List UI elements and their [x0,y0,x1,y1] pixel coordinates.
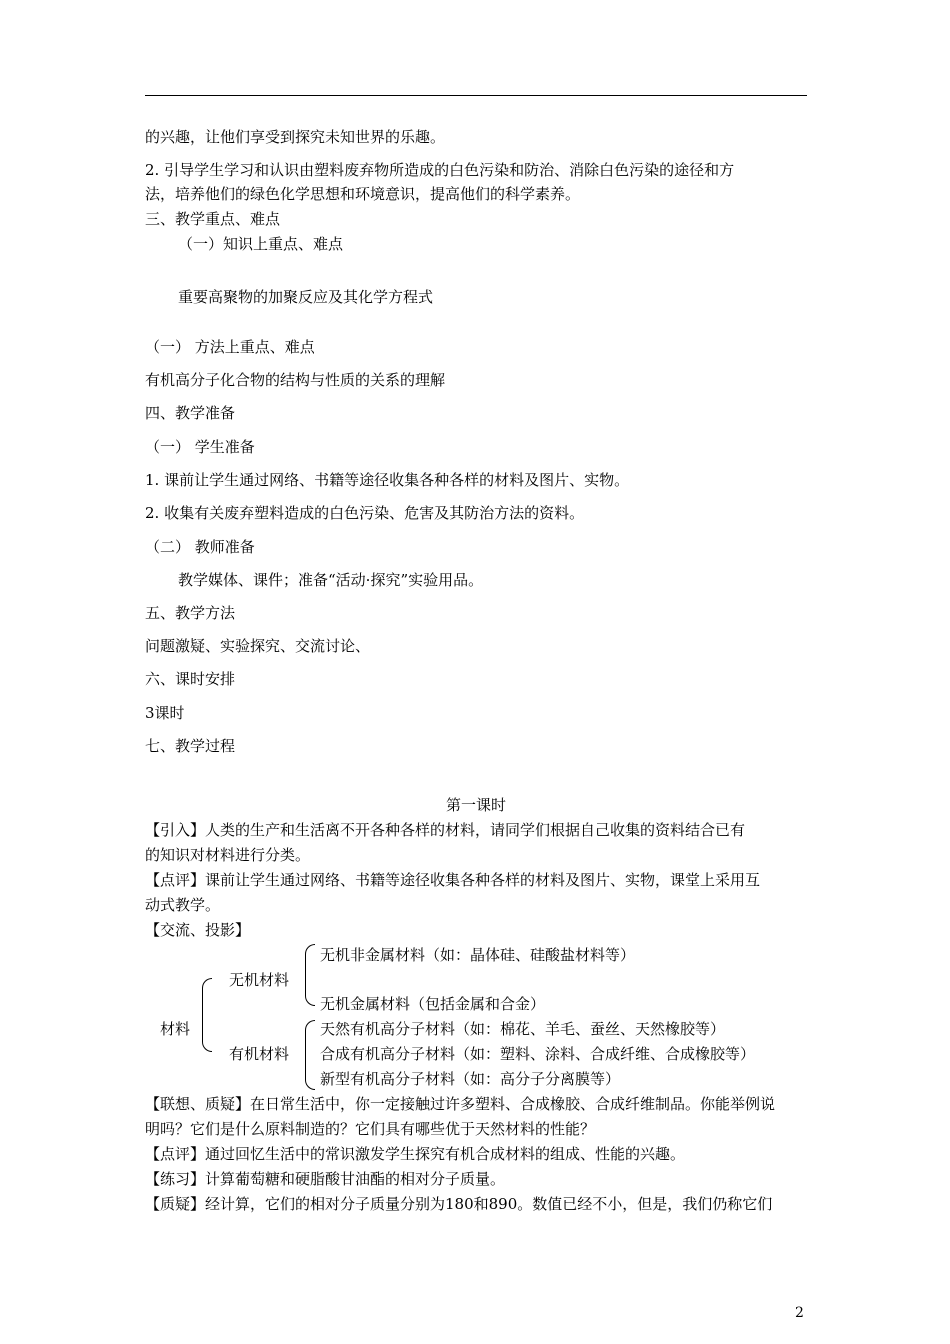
root-brace [202,978,212,1052]
lesson-title: 第一课时 [445,796,506,814]
page-number: 2 [795,1305,804,1321]
section-heading: 六、课时安排 [145,670,236,688]
text-line: 教学媒体、课件；准备“活动·探究”实验用品。 [178,571,484,589]
text-line: 【交流、投影】 [145,921,251,939]
text-line: 【质疑】经计算，它们的相对分子质量分别为180和890。数值已经不小，但是，我们仍称它们 [145,1195,773,1213]
inorganic-brace [305,944,315,1006]
text-line: 【点评】课前让学生通过网络、书籍等途径收集各种各样的材料及图片、实物，课堂上采用互 [145,871,761,889]
text-line: 【引入】人类的生产和生活离不开各种各样的材料，请同学们根据自己收集的资料结合已有 [145,821,746,839]
text-line: 的兴趣，让他们享受到探究未知世界的乐趣。 [145,128,446,146]
subsection-heading: （一） 学生准备 [145,438,255,456]
text-line: 3课时 [145,704,185,722]
tree-root-label: 材料 [160,1020,191,1038]
text-line: 法，培养他们的绿色化学思想和环境意识，提高他们的科学素养。 [145,185,581,203]
subsection-heading: （一）知识上重点、难点 [178,235,344,253]
text-line: 2. 收集有关废弃塑料造成的白色污染、危害及其防治方法的资料。 [145,504,585,522]
text-line: 的知识对材料进行分类。 [145,846,311,864]
organic-brace [305,1020,315,1090]
text-line: 问题激疑、实验探究、交流讨论、 [145,637,371,655]
tree-branch-inorganic: 无机材料 [229,971,290,989]
tree-leaf: 无机非金属材料（如：晶体硅、硅酸盐材料等） [320,946,636,964]
subsection-heading: （一） 方法上重点、难点 [145,338,315,356]
tree-leaf: 无机金属材料（包括金属和合金） [320,995,546,1013]
section-heading: 七、教学过程 [145,737,236,755]
tree-leaf: 合成有机高分子材料（如：塑料、涂料、合成纤维、合成橡胶等） [320,1045,756,1063]
tree-branch-organic: 有机材料 [229,1045,290,1063]
section-heading: 五、教学方法 [145,604,236,622]
text-line: 有机高分子化合物的结构与性质的关系的理解 [145,371,446,389]
text-line: 【点评】通过回忆生活中的常识激发学生探究有机合成材料的组成、性能的兴趣。 [145,1145,686,1163]
text-line: 动式教学。 [145,896,221,914]
tree-leaf: 天然有机高分子材料（如：棉花、羊毛、蚕丝、天然橡胶等） [320,1020,726,1038]
section-heading: 四、教学准备 [145,404,236,422]
header-rule [145,95,807,96]
text-line: 重要高聚物的加聚反应及其化学方程式 [178,288,434,306]
text-line: 2. 引导学生学习和认识由塑料废弃物所造成的白色污染和防治、消除白色污染的途径和方 [145,161,735,179]
text-line: 【练习】计算葡萄糖和硬脂酸甘油酯的相对分子质量。 [145,1170,506,1188]
section-heading: 三、教学重点、难点 [145,210,281,228]
text-line: 1. 课前让学生通过网络、书籍等途径收集各种各样的材料及图片、实物。 [145,471,630,489]
tree-leaf: 新型有机高分子材料（如：高分子分离膜等） [320,1070,621,1088]
text-line: 明吗？它们是什么原料制造的？它们具有哪些优于天然材料的性能？ [145,1120,596,1138]
subsection-heading: （二） 教师准备 [145,538,255,556]
text-line: 【联想、质疑】在日常生活中，你一定接触过许多塑料、合成橡胶、合成纤维制品。你能举例说 [145,1095,776,1113]
